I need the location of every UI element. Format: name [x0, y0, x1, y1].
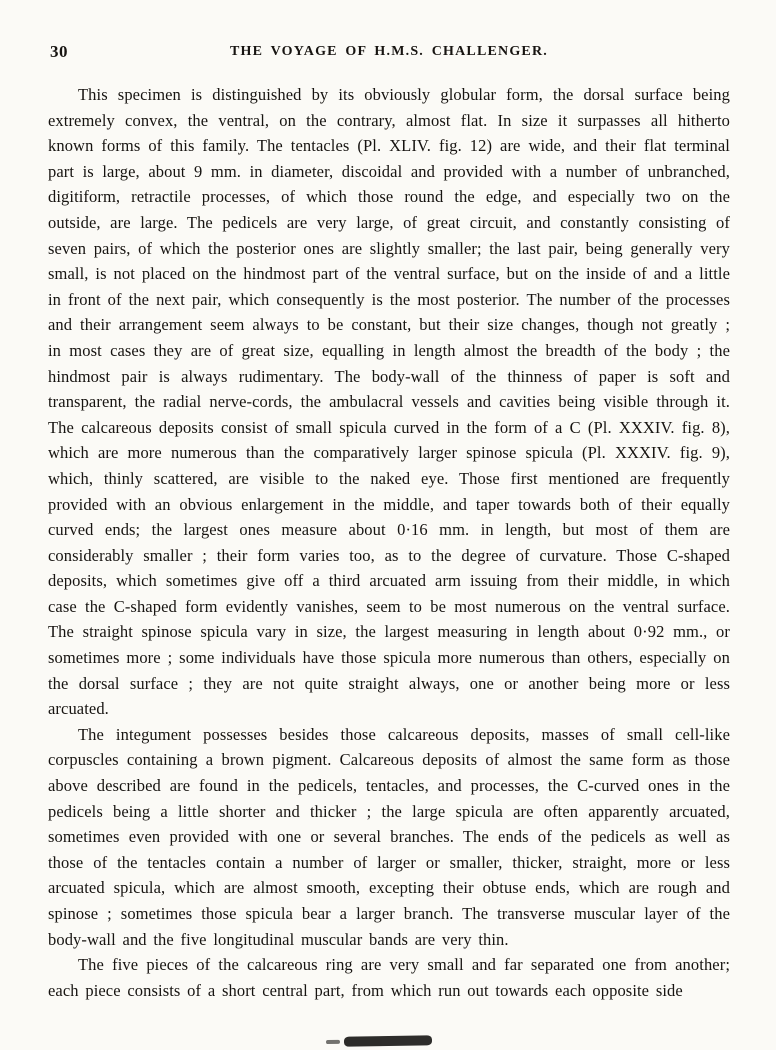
paragraph-1: This specimen is distinguished by its obviously globular form, the dorsal surface being extremely convex, the ventral, on the contrary, almost flat. In size it surpasses all hitherto known forms of this family. The tentacles (Pl. XLIV. fig. 12) are wide, and their flat terminal part is large, about 9 mm. in diameter, discoidal and provided with a number of unbranched, digitiform, retractile processes, of which those round the edge, and especially two on the outside, are large. The pedicels are very large, of great circuit, and constantly consisting of seven pairs, of which the posterior ones are slightly smaller; the last pair, being generally very small, is not placed on the hindmost part of the ventral surface, but on the inside of and a little in front of the next pair, which consequently is the most posterior. The number of the processes and their arrangement seem always to be constant, but their size changes, though not greatly ; in most cases they are of great size, equalling in length almost the breadth of the body ; the hindmost pair is always rudimentary. The body-wall of the thinness of paper is soft and transparent, the radial nerve-cords, the ambulacral vessels and cavities being visible through it. The calcareous deposits consist of small spicula curved in the form of a C (Pl. XXXIV. fig. 8), which are more numerous than the comparatively larger spinose spicula (Pl. XXXIV. fig. 9), which, thinly scattered, are visible to the naked eye. Those first mentioned are frequently provided with an obvious enlargement in the middle, and taper towards both of their equally curved ends; the largest ones measure about 0·16 mm. in length, but most of them are considerably smaller ; their form varies too, as to the degree of curvature. Those C-shaped deposits, which sometimes give off a third arcuated arm issuing from their middle, in which case the C-shaped form evidently vanishes, seem to be most numerous on the ventral surface. The straight spinose spicula vary in size, the largest measuring in length about 0·92 mm., or sometimes more ; some individuals have those spicula more numerous than others, especially on the dorsal surface ; they are not quite straight always, one or another being more or less arcuated. [48, 85, 730, 719]
paragraph-2: The integument possesses besides those calcareous deposits, masses of small cell-like corpuscles containing a brown pigment. Calcareous deposits of almost the same form as those above described are found in the pedicels, tentacles, and processes, the C-curved ones in the pedicels being a little shorter and thicker ; the large spicula are often apparently arcuated, sometimes even provided with one or several branches. The ends of the pedicels as well as those of the tentacles contain a number of larger or smaller, thicker, straight, more or less arcuated spicula, which are almost smooth, excepting their obtuse ends, which are rough and spinose ; sometimes those spicula bear a larger branch. The transverse muscular layer of the body-wall and the five longitudinal muscular bands are very thin. [48, 724, 730, 949]
paragraph-3: The five pieces of the calcareous ring are very small and far separated one from another; each piece consists of a short central part, from which run out towards each opposite side [48, 955, 730, 1000]
scan-ink-smudge [344, 1035, 432, 1047]
body-text [48, 82, 730, 1003]
page-number: 30 [50, 42, 68, 61]
page-header [48, 42, 730, 66]
running-title: THE VOYAGE OF H.M.S. CHALLENGER. [230, 44, 548, 59]
